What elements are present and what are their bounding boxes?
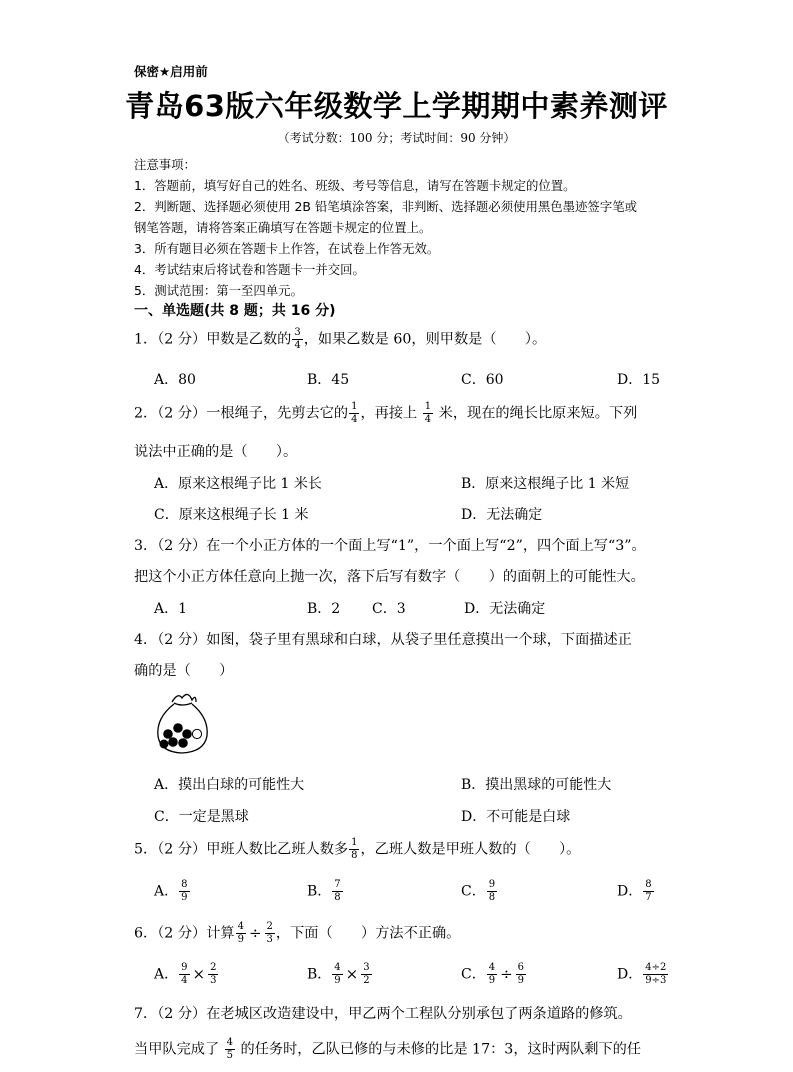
fraction: $\frac{3}{2}$ [363,962,370,986]
option-d[interactable]: D． $\frac{4\div 2}{9\div 3}$ [617,962,667,986]
question-text: 米，现在的绳长比原来短。下列 [438,405,638,422]
fraction: $\frac{3}{4}$ [294,327,301,351]
option-d[interactable]: D．15 [617,372,661,388]
option-a[interactable]: A． $\frac{8}{9}$ [154,879,188,903]
option-c[interactable]: C．3 [372,601,406,617]
question-text: 1．（2 分）甲数是乙数的 [134,331,292,348]
fraction: $\frac{8}{7}$ [645,879,652,903]
question-4-line2: 确的是（ ） [134,663,234,679]
fraction: $\frac{4}{9}$ [334,962,341,986]
option-b[interactable]: B． $\frac{4}{9}$ × $\frac{3}{2}$ [307,962,370,986]
question-2-line2: 说法中正确的是（ ）。 [134,444,298,460]
question-text: 2．（2 分）一根绳子，先剪去它的 [134,405,349,422]
fraction: $\frac{9}{8}$ [488,879,496,903]
question-7-line2 [134,1038,641,1061]
question-text: ，再接上 [360,405,418,422]
notice-item: 钢笔答题，请将答案正确填写在答题卡规定的位置上。 [134,220,432,235]
notice-item: 2．判断题、选择题必须使用 2B 铅笔填涂答案，非判断、选择题必须使用黑色墨迹签字笔或 [134,199,637,214]
fraction: $\frac{4}{9}$ [237,921,244,945]
notice-item: 3．所有题目必须在答题卡上作答，在试卷上作答无效。 [134,241,440,256]
question-text: ，下面（ ）方法不正确。 [275,925,461,942]
question-6 [134,922,460,945]
option-a[interactable]: A．原来这根绳子比 1 米长 [154,476,322,492]
option-d[interactable]: D．不可能是白球 [461,809,571,825]
exam-info: （考试分数：100 分；考试时间：90 分钟） [277,131,516,145]
fraction: $\frac{2}{3}$ [266,921,273,945]
option-c[interactable]: C． $\frac{9}{8}$ [461,879,496,903]
question-7: 7．（2 分）在老城区改造建设中，甲乙两个工程队分别承包了两条道路的修筑。 [134,1006,632,1022]
question-5 [134,838,580,861]
fraction: $\frac{9}{4}$ [181,962,188,986]
confidential-label: 保密★启用前 [134,64,208,79]
question-text: ，乙班人数是甲班人数的（ ）。 [360,841,581,858]
ball-bag-illustration [152,688,212,758]
fraction: $\frac{1}{8}$ [351,837,358,861]
notice-heading: 注意事项： [134,157,196,172]
fraction: $\frac{1}{4}$ [424,401,432,425]
fraction: $\frac{4\div 2}{9\div 3}$ [645,962,667,986]
fraction: $\frac{4}{9}$ [488,962,496,986]
question-text: ，如果乙数是 60，则甲数是（ ）。 [303,331,547,348]
option-a[interactable]: A．1 [154,601,188,617]
option-b[interactable]: B．摸出黑球的可能性大 [461,777,612,793]
question-1 [134,328,546,351]
question-4: 4．（2 分）如图，袋子里有黑球和白球，从袋子里任意摸出一个球，下面描述正 [134,632,632,648]
question-2 [134,402,637,425]
fraction: $\frac{6}{9}$ [517,962,525,986]
option-c[interactable]: C．原来这根绳子长 1 米 [154,507,309,523]
page-title: 青岛63版六年级数学上学期期中素养测评 [125,89,668,123]
option-b[interactable]: B． $\frac{7}{8}$ [307,879,341,903]
option-d[interactable]: D．无法确定 [461,507,543,523]
option-b[interactable]: B．45 [307,372,350,388]
option-a[interactable]: A．摸出白球的可能性大 [154,777,305,793]
option-d[interactable]: D．无法确定 [464,601,546,617]
section-heading: 一、单选题(共 8 题；共 16 分) [134,303,336,319]
option-b[interactable]: B．原来这根绳子比 1 米短 [461,476,630,492]
question-text: 的任务时，乙队已修的与未修的比是 17：3，这时两队剩下的任 [240,1041,642,1058]
notice-item: 5．测试范围：第一至四单元。 [134,283,303,298]
question-text: 当甲队完成了 [134,1041,220,1058]
option-a[interactable]: A．80 [154,372,196,388]
fraction: $\frac{1}{4}$ [351,401,358,425]
notice-item: 1．答题前，填写好自己的姓名、班级、考号等信息，请写在答题卡规定的位置。 [134,178,576,193]
question-3-line2: 把这个小正方体任意向上抛一次，落下后写有数字（ ）的面朝上的可能性大。 [134,569,645,585]
notice-item: 4．考试结束后将试卷和答题卡一并交回。 [134,262,365,277]
question-3: 3．（2 分）在一个小正方体的一个面上写“1”，一个面上写“2”，四个面上写“3”。 [134,538,646,554]
option-c[interactable]: C．60 [461,372,504,388]
option-a[interactable]: A． $\frac{9}{4}$ × $\frac{2}{3}$ [154,962,217,986]
option-c[interactable]: C．一定是黑球 [154,809,249,825]
fraction: $\frac{4}{5}$ [226,1037,234,1061]
question-text: 6．（2 分）计算 [134,925,235,942]
option-c[interactable]: C． $\frac{4}{9}$ ÷ $\frac{6}{9}$ [461,962,525,986]
operator: ÷ [248,923,262,942]
option-d[interactable]: D． $\frac{8}{7}$ [617,879,652,903]
fraction: $\frac{2}{3}$ [210,962,217,986]
fraction: $\frac{7}{8}$ [334,879,341,903]
fraction: $\frac{8}{9}$ [181,879,188,903]
option-b[interactable]: B．2 [307,601,341,617]
question-text: 5．（2 分）甲班人数比乙班人数多 [134,841,349,858]
